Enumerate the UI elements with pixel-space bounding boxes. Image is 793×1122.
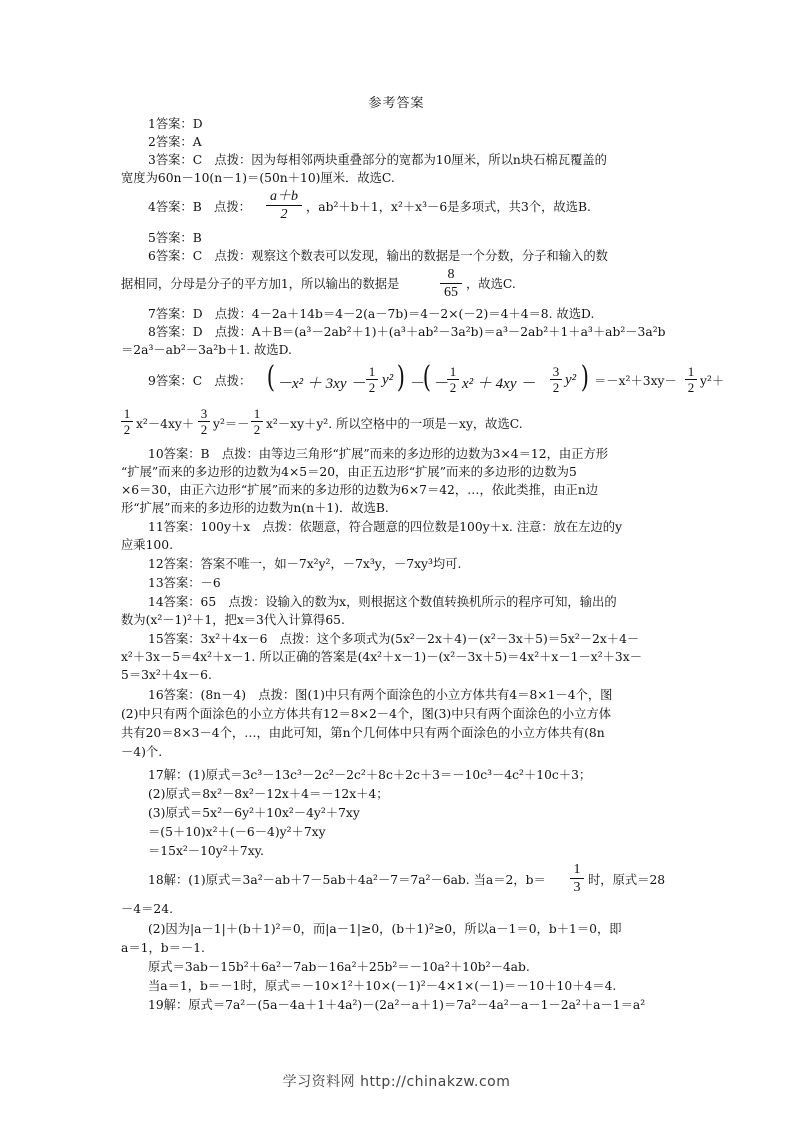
fraction-one-half <box>366 364 378 395</box>
answer-2: 2答案：A <box>148 135 202 149</box>
answer-9-line-3: y²＋ <box>700 374 725 388</box>
fraction-one-half <box>251 406 263 437</box>
fraction-one-half <box>685 364 697 395</box>
fraction-denominator: 2 <box>447 379 459 395</box>
answer-6-line-1: 6答案：C 点拨：观察这个数表可以发现，输出的数据是一个分数，分子和输入的数 <box>148 249 608 263</box>
answer-3-line-1: 3答案：C 点拨：因为每相邻两块重叠部分的宽都为10厘米，所以n块石棉瓦覆盖的 <box>148 153 607 167</box>
answer-15-line-3: 5＝3x²＋4x－6. <box>121 668 212 682</box>
fraction-denominator: 2 <box>121 421 133 437</box>
answer-11-line-1: 11答案：100y＋x 点拨：依题意，符合题意的四位数是100y＋x. 注意：放在左边的y <box>148 520 623 534</box>
right-paren: ) <box>580 360 589 395</box>
answer-6-line-3: ，故选C. <box>466 277 516 291</box>
answer-10-line-4: 形“扩展”而来的多边形的边数为n(n＋1)．故选B. <box>121 501 389 515</box>
answer-14-line-1: 14答案：65 点拨：设输入的数为x，则根据这个数值转换机所示的程序可知，输出的 <box>148 595 617 609</box>
fraction-one-third <box>570 861 584 896</box>
footer-watermark: 学习资料网 http://chinakzw.com <box>282 1074 511 1090</box>
answer-18-line-7: 当a＝1，b＝－1时，原式＝－10×1²＋10×(－1)²－4×1×(－1)＝－10＋10＋4＝4. <box>148 979 617 993</box>
answer-9-line-6: x²－xy＋y². 所以空格中的一项是－xy，故选C. <box>266 417 523 431</box>
fraction-numerator: 1 <box>123 406 131 421</box>
answer-12: 12答案：答案不唯一，如－7x²y²，－7x³y，－7xy³均可. <box>148 557 462 571</box>
fraction-three-halves <box>198 406 210 437</box>
left-paren: ( <box>422 360 431 395</box>
answer-18-line-1: 18解：(1)原式＝3a²－ab＋7－5ab＋4a²－7＝7a²－6ab. 当a＝2，b＝ <box>148 873 546 887</box>
fraction-a-plus-b-over-2 <box>266 188 302 223</box>
math-term-2: － <box>433 376 449 392</box>
answer-10-line-3: ×6＝30，由正六边形“扩展”而来的多边形的边数为6×7＝42，…，依此类推，由正n边 <box>121 483 599 497</box>
page-title: 参考答案 <box>368 96 425 111</box>
answer-18-line-3: －4＝24. <box>121 902 173 916</box>
answer-3-line-2: 宽度为60n－10(n－1)＝(50n＋10)厘米．故选C. <box>121 171 395 185</box>
fraction-numerator: 1 <box>573 862 581 877</box>
answer-16-line-4: －4)个. <box>121 745 163 759</box>
fraction-numerator: 3 <box>552 364 560 379</box>
answer-17-line-3: (3)原式＝5x²－6y²＋10x²－4y²＋7xy <box>148 806 360 820</box>
fraction-denominator: 2 <box>251 421 263 437</box>
fraction-numerator: 1 <box>368 364 376 379</box>
answer-6-line-2: 据相同，分母是分子的平方加1，所以输出的数据是 <box>121 277 400 291</box>
math-term-3: x² ＋ 4xy － <box>462 376 536 392</box>
fraction-numerator: 1 <box>449 364 457 379</box>
answer-19-line-1: 19解：原式＝7a²－(5a－4a＋1＋4a²)－(2a²－a＋1)＝7a²－4a²－a－1－2a²＋a－1＝a² <box>148 998 646 1012</box>
answer-16-line-3: 共有20＝8×3－4个，…，由此可知，第n个几何体中只有两个面涂色的小立方体共有(8n <box>121 726 605 740</box>
fraction-denominator: 2 <box>550 379 562 395</box>
math-term-y2: y² <box>382 372 394 388</box>
answer-15-line-1: 15答案：3x²＋4x－6 点拨：这个多项式为(5x²－2x＋4)－(x²－3x＋5)＝5x²－2x＋4－ <box>148 632 640 646</box>
math-term-1: －x² ＋ 3xy － <box>277 376 366 392</box>
fraction-three-halves <box>550 364 562 395</box>
answer-10-line-1: 10答案：B 点拨：由等边三角形“扩展”而来的多边形的边数为3×4＝12，由正方形 <box>148 447 609 461</box>
fraction-one-half <box>121 406 133 437</box>
answer-16-line-2: (2)中只有两个面涂色的小立方体共有12＝8×2－4个，图(3)中只有两个面涂色的小立方体 <box>121 707 612 721</box>
answer-18-line-2: 时，原式＝28 <box>588 873 666 887</box>
fraction-denominator: 2 <box>198 421 210 437</box>
math-minus: － <box>410 376 426 392</box>
answer-10-line-2: “扩展”而来的多边形的边数为4×5＝20，由正五边形“扩展”而来的多边形的边数为5 <box>121 465 577 479</box>
fraction-numerator: 3 <box>200 406 208 421</box>
fraction-numerator: 1 <box>253 406 261 421</box>
fraction-numerator: 8 <box>447 267 455 282</box>
answer-9-line-5: y²＝－ <box>213 417 250 431</box>
fraction-denominator: 2 <box>685 379 697 395</box>
answer-18-line-6: 原式＝3ab－15b²＋6a²－7ab－16a²＋25b²＝－10a²＋10b²－4ab. <box>148 960 530 974</box>
fraction-denominator: 2 <box>366 379 378 395</box>
answer-5: 5答案：B <box>148 231 202 245</box>
answer-8-line-1: 8答案：D 点拨：A＋B＝(a³－2ab²＋1)＋(a³＋ab²－3a²b)＝a³－2ab²＋1＋a³＋ab²－3a²b <box>148 325 666 339</box>
fraction-denominator: 2 <box>266 205 302 223</box>
answer-9-line-1: 9答案：C 点拨： <box>148 374 252 388</box>
answer-4-line-1: 4答案：B 点拨： <box>148 200 251 214</box>
answer-17-line-2: (2)原式＝8x²－8x²－12x＋4＝－12x＋4； <box>148 787 389 801</box>
answer-17-line-5: ＝15x²－10y²＋7xy. <box>148 844 264 858</box>
answer-13: 13答案：－6 <box>148 576 221 590</box>
left-paren: ( <box>266 360 275 395</box>
answer-16-line-1: 16答案：(8n－4) 点拨：图(1)中只有两个面涂色的小立方体共有4＝8×1－4个，图 <box>148 688 613 702</box>
answer-9-line-4: x²－4xy＋ <box>136 417 195 431</box>
right-paren: ) <box>396 360 405 395</box>
answer-9-line-2: ＝－x²＋3xy－ <box>594 374 677 388</box>
answer-7: 7答案：D 点拨：4－2a＋14b＝4－2(a－7b)＝4－2×(－2)＝4＋4＝8. 故选D. <box>148 307 595 321</box>
answer-17-line-1: 17解：(1)原式＝3c³－13c³－2c²－2c²＋8c＋2c＋3＝－10c³－4c²＋10c＋3； <box>148 768 592 782</box>
answer-8-line-2: ＝2a³－ab²－3a²b＋1. 故选D. <box>121 343 292 357</box>
fraction-denominator: 3 <box>570 878 584 896</box>
answer-4-line-2: ，ab²＋b＋1，x²＋x³－6是多项式，共3个，故选B. <box>306 200 591 214</box>
fraction-numerator: 1 <box>687 364 695 379</box>
answer-1: 1答案：D <box>148 117 203 131</box>
answer-18-line-5: a＝1，b＝－1. <box>121 941 205 955</box>
fraction-denominator: 65 <box>440 283 462 301</box>
answer-15-line-2: x²＋3x－5＝4x²＋x－1. 所以正确的答案是(4x²＋x－1)－(x²－3x＋5)＝4x²＋x－1－x²＋3x－ <box>121 650 642 664</box>
fraction-numerator: a＋b <box>270 189 298 204</box>
fraction-one-half <box>447 364 459 395</box>
answer-11-line-2: 应乘100. <box>121 538 173 552</box>
answer-14-line-2: 数为(x²－1)²＋1，把x＝3代入计算得65. <box>121 613 345 627</box>
answer-18-line-4: (2)因为|a－1|＋(b＋1)²＝0，而|a－1|≥0，(b＋1)²≥0，所以a－1＝0，b＋1＝0，即 <box>148 922 622 936</box>
answer-17-line-4: ＝(5＋10)x²＋(－6－4)y²＋7xy <box>148 825 326 839</box>
fraction-8-over-65 <box>440 266 462 301</box>
math-term-y2: y² <box>565 372 577 388</box>
